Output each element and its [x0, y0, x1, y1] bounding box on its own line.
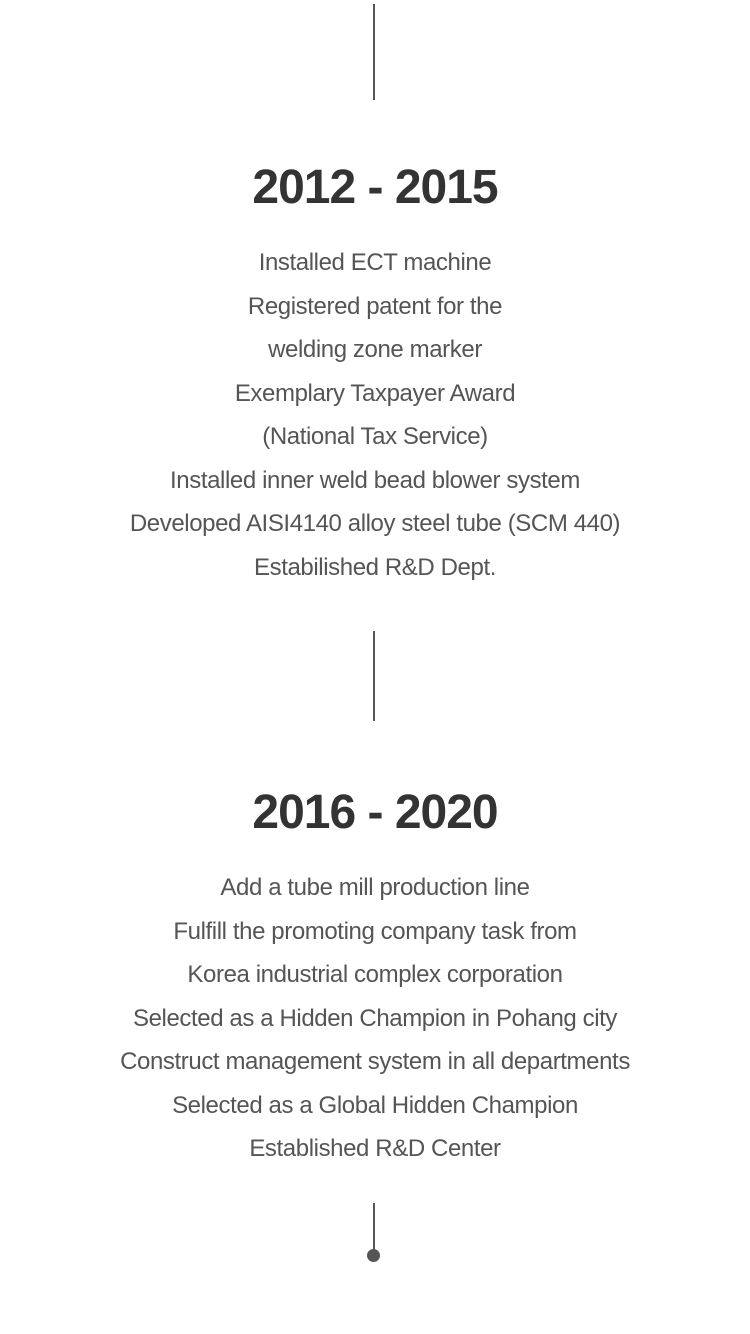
timeline-connector-middle	[373, 631, 375, 721]
timeline-connector-top	[373, 4, 375, 100]
event-item: Selected as a Hidden Champion in Pohang city	[132, 1004, 618, 1032]
period-events-2012-2015	[0, 241, 750, 589]
event-item: Exemplary Taxpayer Award	[234, 379, 516, 407]
event-item: Registered patent for the	[247, 292, 503, 320]
timeline-end-dot-icon	[367, 1249, 380, 1262]
event-item: Construct management system in all departments	[120, 1048, 630, 1075]
event-item: Developed AISI4140 alloy steel tube (SCM 440)	[129, 510, 621, 537]
event-item: Korea industrial complex corporation	[187, 961, 563, 988]
timeline-connector-end	[373, 1203, 375, 1255]
event-item: Add a tube mill production line	[220, 874, 530, 901]
period-title-2012-2015: 2012 - 2015	[252, 161, 498, 214]
period-title-2016-2020: 2016 - 2020	[252, 786, 498, 839]
event-item: Fulfill the promoting company task from	[173, 917, 577, 945]
event-item: Established R&D Center	[249, 1135, 501, 1162]
period-events-2016-2020	[0, 866, 750, 1171]
event-item: (National Tax Service)	[262, 423, 488, 450]
event-item: Selected as a Global Hidden Champion	[172, 1091, 578, 1119]
event-item: welding zone marker	[268, 336, 482, 363]
event-item: Installed inner weld bead blower system	[170, 466, 580, 494]
event-item: Estabilished R&D Dept.	[254, 553, 496, 581]
event-item: Installed ECT machine	[258, 249, 492, 276]
